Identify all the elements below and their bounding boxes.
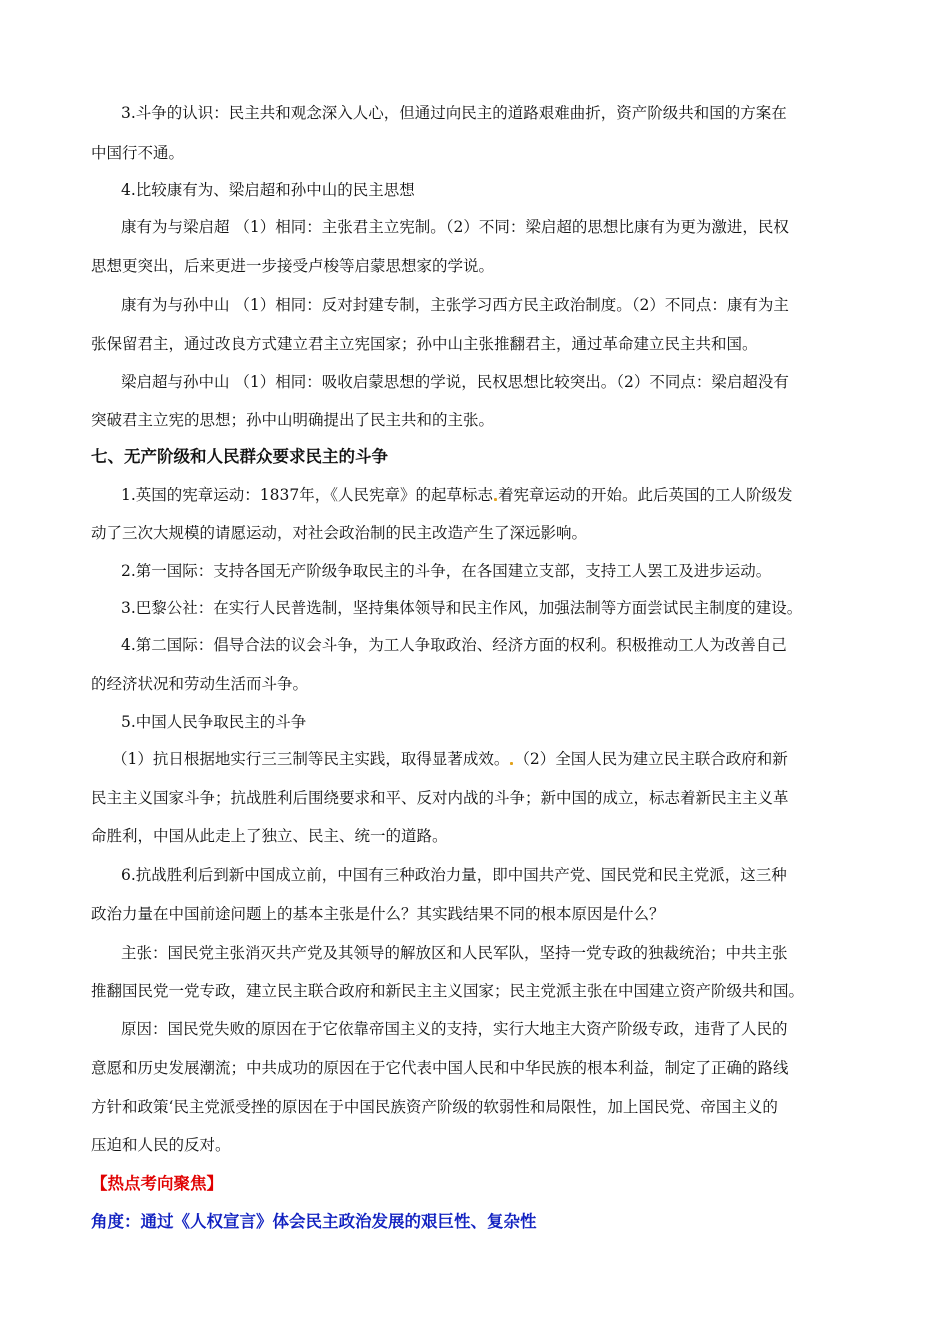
para-line: 康有为与孙中山 （1）相同：反对封建专制，主张学习西方民主政治制度。（2）不同点：康有为主 xyxy=(121,296,789,314)
para-line: 3.巴黎公社：在实行人民普选制，坚持集体领导和民主作风，加强法制等方面尝试民主制度的建设。 xyxy=(121,599,803,617)
para-line: 思想更突出，后来更进一步接受卢梭等启蒙思想家的学说。 xyxy=(91,257,495,275)
para-line xyxy=(121,484,793,506)
line-part: （1）抗日根据地实行三三制等民主实践，取得显著成效。 xyxy=(112,750,510,768)
para-line: 4.第二国际：倡导合法的议会斗争，为工人争取政治、经济方面的权利。积极推动工人为改善自己 xyxy=(121,636,787,654)
para-line: 6.抗战胜利后到新中国成立前，中国有三种政治力量，即中国共产党、国民党和民主党派，这三种 xyxy=(121,866,787,884)
section-heading: 七、无产阶级和人民群众要求民主的斗争 xyxy=(91,447,388,466)
para-line: 3.斗争的认识：民主共和观念深入人心，但通过向民主的道路艰难曲折，资产阶级共和国的方案在 xyxy=(121,104,787,122)
para-line xyxy=(112,748,788,770)
hot-topic-heading: 【热点考向聚焦】 xyxy=(91,1174,223,1193)
para-line: 推翻国民党一党专政，建立民主联合政府和新民主主义国家；民主党派主张在中国建立资产阶级共和国。 xyxy=(91,982,805,1000)
para-line: 民主主义国家斗争；抗战胜利后围绕要求和平、反对内战的斗争；新中国的成立，标志着新民主主义革 xyxy=(91,789,789,807)
angle-heading: 角度：通过《人权宣言》体会民主政治发展的艰巨性、复杂性 xyxy=(91,1212,537,1231)
para-line: 政治力量在中国前途问题上的基本主张是什么？其实践结果不同的根本原因是什么？ xyxy=(91,905,665,923)
para-line: 4.比较康有为、梁启超和孙中山的民主思想 xyxy=(121,181,415,199)
mark-dot-icon xyxy=(494,498,497,501)
para-line: 压迫和人民的反对。 xyxy=(91,1136,231,1154)
para-line: 命胜利，中国从此走上了独立、民主、统一的道路。 xyxy=(91,827,448,845)
para-line: 主张：国民党主张消灭共产党及其领导的解放区和人民军队，坚持一党专政的独裁统治；中共主张 xyxy=(121,944,788,962)
para-line: 的经济状况和劳动生活而斗争。 xyxy=(91,675,309,693)
para-line: 2.第一国际：支持各国无产阶级争取民主的斗争，在各国建立支部，支持工人罢工及进步运动。 xyxy=(121,562,772,580)
para-line: 突破君主立宪的思想；孙中山明确提出了民主共和的主张。 xyxy=(91,411,495,429)
para-line: 中国行不通。 xyxy=(91,144,185,162)
mark-dot-icon xyxy=(510,762,513,765)
para-line: 5.中国人民争取民主的斗争 xyxy=(121,713,307,731)
line-part: 着宪章运动的开始。此后英国的工人阶级发 xyxy=(498,486,793,504)
line-part: （2）全国人民为建立民主联合政府和新 xyxy=(514,750,788,768)
para-line: 康有为与梁启超 （1）相同：主张君主立宪制。（2）不同：梁启超的思想比康有为更为激进，民权 xyxy=(121,218,789,236)
line-part: 1.英国的宪章运动：1837年，《人民宪章》的起草标志 xyxy=(121,486,493,504)
para-line: 方针和政策‘民主党派受挫的原因在于中国民族资产阶级的软弱性和局限性，加上国民党、帝国主义的 xyxy=(91,1098,778,1116)
para-line: 张保留君主，通过改良方式建立君主立宪国家；孙中山主张推翻君主，通过革命建立民主共和国。 xyxy=(91,335,758,353)
para-line: 梁启超与孙中山 （1）相同：吸收启蒙思想的学说，民权思想比较突出。（2）不同点：梁启超没有 xyxy=(121,373,789,391)
para-line: 原因：国民党失败的原因在于它依靠帝国主义的支持，实行大地主大资产阶级专政，违背了人民的 xyxy=(121,1020,788,1038)
para-line: 意愿和历史发展潮流；中共成功的原因在于它代表中国人民和中华民族的根本利益，制定了正确的路线 xyxy=(91,1059,789,1077)
para-line: 动了三次大规模的请愿运动，对社会政治制的民主改造产生了深远影响。 xyxy=(91,524,588,542)
